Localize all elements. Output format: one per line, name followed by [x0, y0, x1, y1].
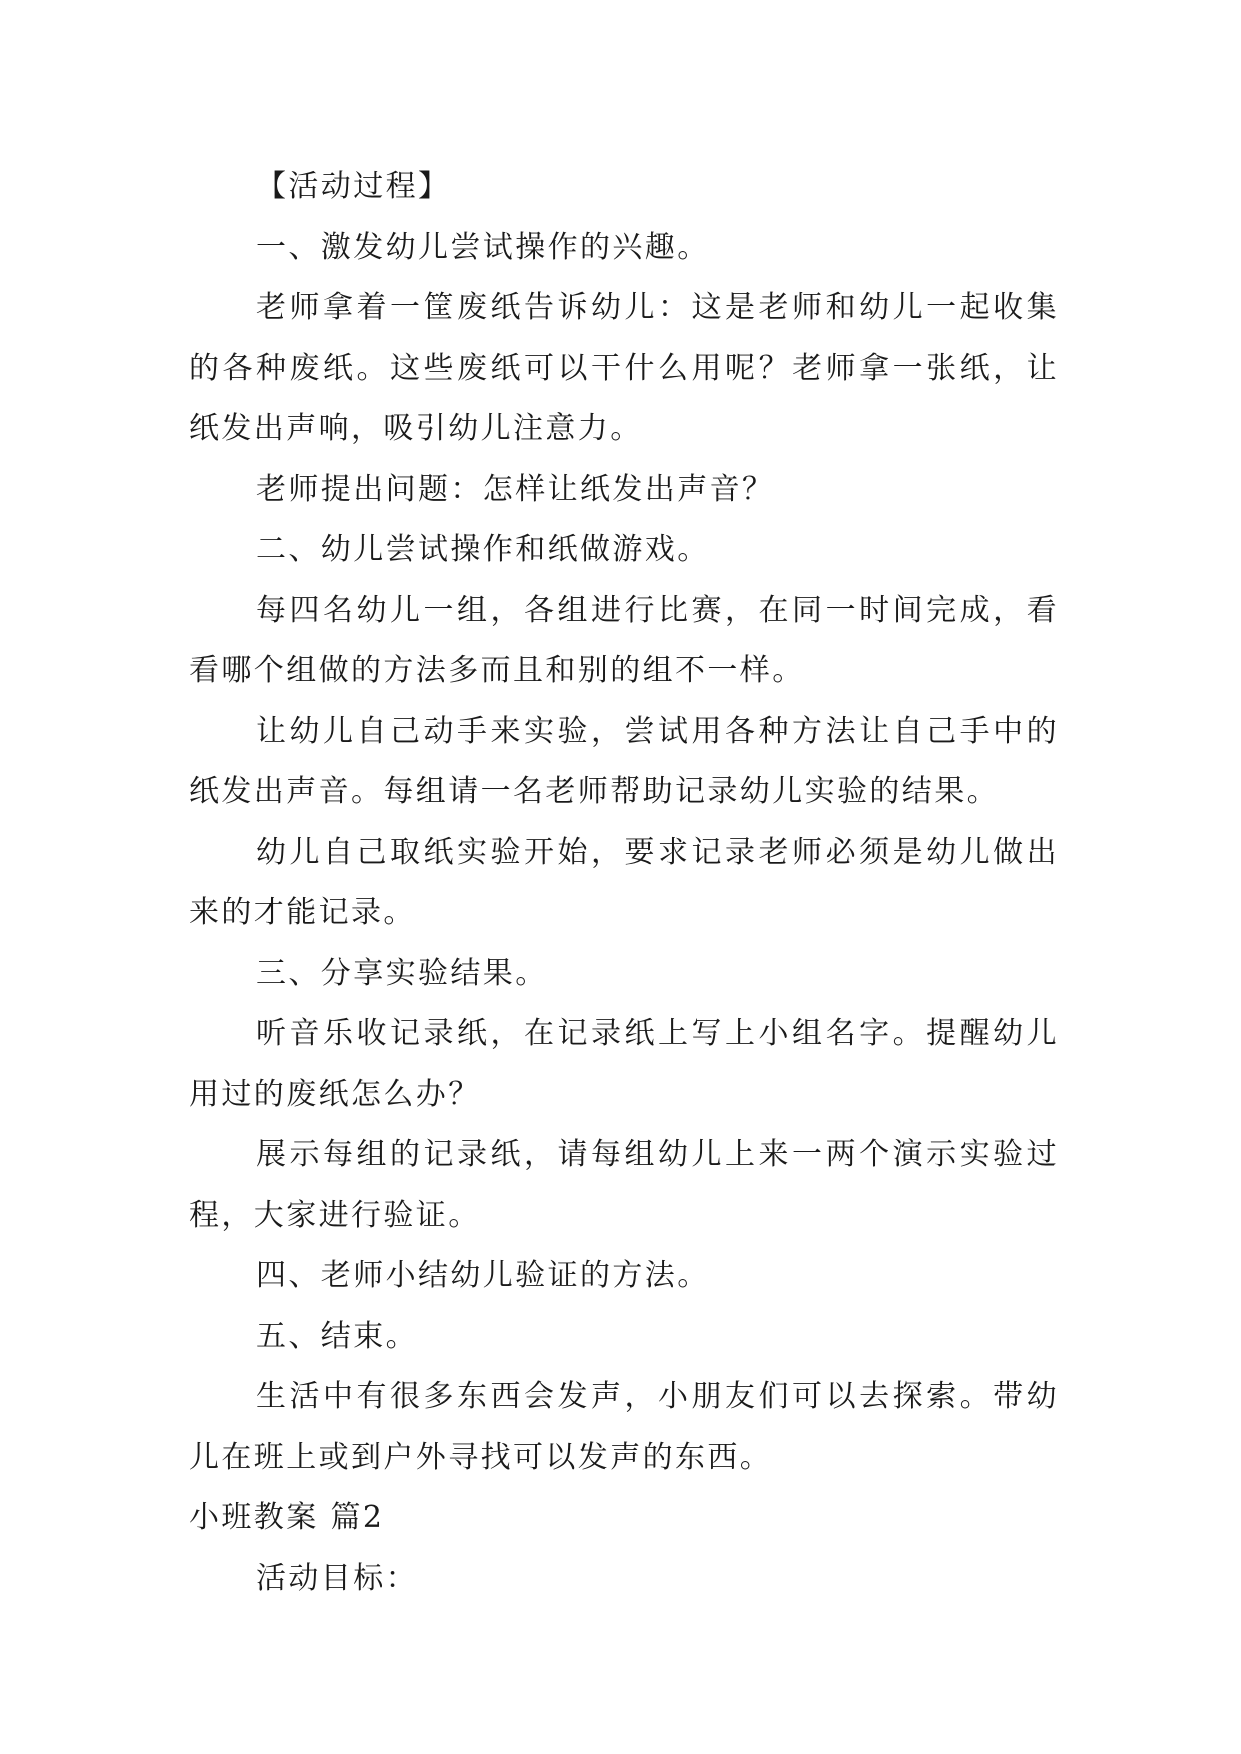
- section-heading-activity-goals: 活动目标：: [256, 1560, 418, 1596]
- step-heading-2: 二、幼儿尝试操作和纸做游戏。: [256, 532, 710, 567]
- step-heading-5: 五、结束。: [256, 1318, 418, 1354]
- body-paragraph: 展示每组的记录纸，请每组幼儿上来一两个演示实验过程，大家进行验证。: [189, 1137, 1059, 1233]
- body-paragraph: 听音乐收记录纸，在记录纸上写上小组名字。提醒幼儿用过的废纸怎么办？: [189, 1016, 1059, 1112]
- step-heading-3: 三、分享实验结果。: [256, 955, 548, 991]
- body-paragraph: 幼儿自己取纸实验开始，要求记录老师必须是幼儿做出来的才能记录。: [189, 834, 1059, 930]
- document-body: [189, 157, 1059, 1609]
- body-paragraph: 老师拿着一筐废纸告诉幼儿：这是老师和幼儿一起收集的各种废纸。这些废纸可以干什么用呢？老师拿一张纸，让纸发出声响，吸引幼儿注意力。: [189, 290, 1059, 446]
- step-heading-4: 四、老师小结幼儿验证的方法。: [256, 1258, 710, 1293]
- section-heading-activity-process: 【活动过程】: [256, 169, 451, 204]
- body-paragraph: 老师提出问题：怎样让纸发出声音？: [256, 471, 775, 507]
- body-paragraph: 每四名幼儿一组，各组进行比赛，在同一时间完成，看看哪个组做的方法多而且和别的组不一样。: [189, 592, 1059, 688]
- body-paragraph: 生活中有很多东西会发声，小朋友们可以去探索。带幼儿在班上或到户外寻找可以发声的东西。: [189, 1379, 1059, 1475]
- step-heading-1: 一、激发幼儿尝试操作的兴趣。: [256, 229, 710, 265]
- body-paragraph: 让幼儿自己动手来实验，尝试用各种方法让自己手中的纸发出声音。每组请一名老师帮助记录幼儿实验的结果。: [189, 713, 1059, 809]
- lesson-plan-title: 小班教案 篇2: [189, 1500, 385, 1535]
